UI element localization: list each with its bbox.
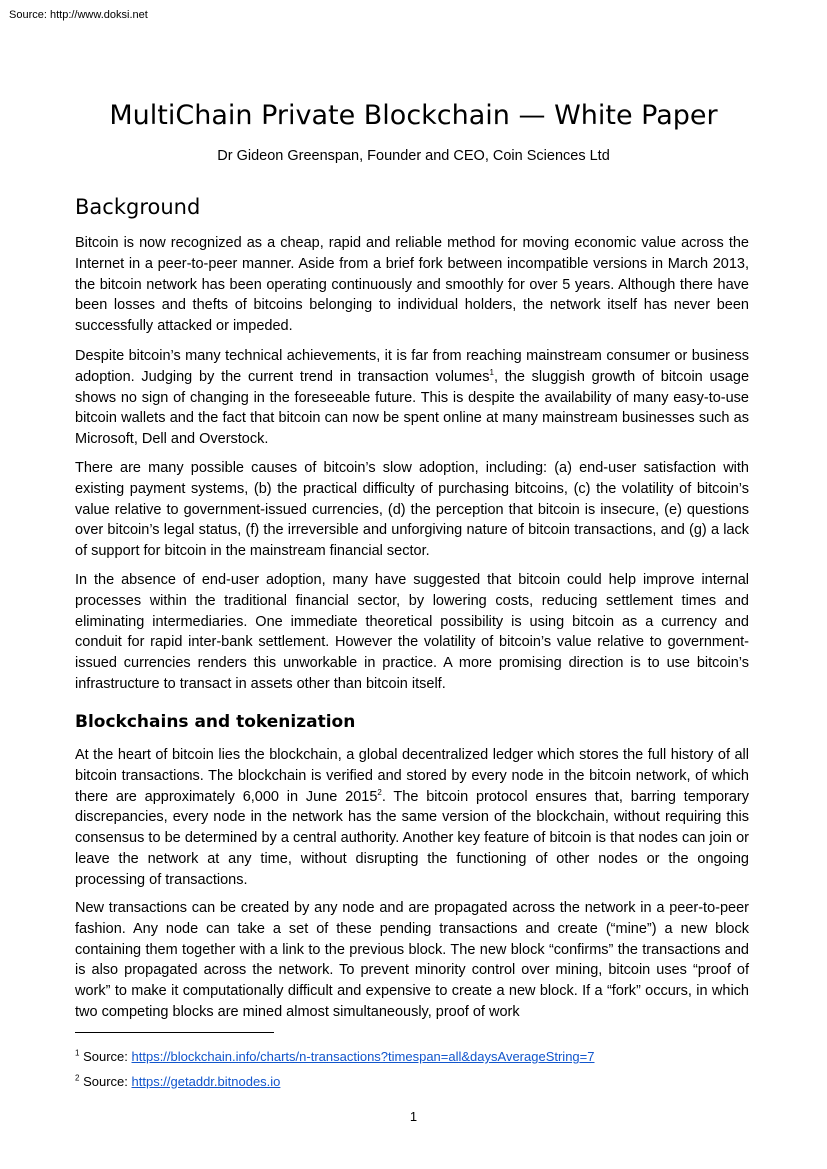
author-line: Dr Gideon Greenspan, Founder and CEO, Coin Sciences Ltd: [217, 148, 610, 164]
footnote-number: 2: [75, 1073, 80, 1083]
footnote-ref[interactable]: 1: [489, 367, 494, 377]
paragraph-text: . The bitcoin protocol ensures that, barring temporary discrepancies, every node in the network has the same version of the blockchain, without requiring this consensus to be determined by a central authority. Another key feature of bitcoin is that nodes can join or leave the network at any time, without disrupting the functioning of other nodes or the ongoing processing of transactions.: [75, 788, 749, 888]
footnote-ref[interactable]: 2: [377, 787, 382, 797]
paragraph: [75, 745, 749, 891]
footnote-label: Source:: [83, 1049, 128, 1064]
paragraph: In the absence of end-user adoption, many have suggested that bitcoin could help improve internal processes within the traditional financial sector, by lowering costs, reducing settlement times and eliminating intermediaries. One immediate theoretical possibility is using bitcoin as a currency and conduit for rapid inter-bank settlement. However the volatility of bitcoin’s value relative to government-issued currencies renders this unworkable in practice. A more promising direction is to use bitcoin’s infrastructure to transact in assets other than bitcoin itself.: [75, 572, 749, 692]
footnote-label: Source:: [83, 1074, 128, 1089]
page-title: MultiChain Private Blockchain — White Paper: [109, 100, 718, 131]
page-number: 1: [409, 1109, 418, 1124]
paragraph: New transactions can be created by any node and are propagated across the network in a peer-to-peer fashion. Any node can take a set of these pending transactions and create (“mine”) a new block containing them together with a link to the previous block. The new block “confirms” the transactions and is also propagated across the network. To prevent minority control over mining, bitcoin uses “proof of work” to make it computationally difficult and expensive to create a new block. If a “fork” occurs, in which two competing blocks are mined almost simultaneously, proof of work: [75, 900, 749, 1020]
paragraph-text: , the sluggish growth of bitcoin usage shows no sign of changing in the foreseeable future. This is despite the availability of many easy-to-use bitcoin wallets and the fact that bitcoin can now be spent online at many mainstream businesses such as Microsoft, Dell and Overstock.: [75, 368, 750, 448]
footnote-link[interactable]: https://getaddr.bitnodes.io: [131, 1074, 281, 1089]
footnote-divider: [75, 1032, 274, 1033]
section-heading-blockchains: Blockchains and tokenization: [75, 712, 356, 732]
paragraph-text: Despite bitcoin’s many technical achievements, it is far from reaching mainstream consumer or business adoption. Judging by the current trend in transaction volumes: [75, 348, 749, 385]
footnote-link[interactable]: https://blockchain.info/charts/n-transactions?timespan=all&daysAverageString=7: [131, 1049, 595, 1064]
footnote: [75, 1074, 280, 1089]
paragraph: There are many possible causes of bitcoin’s slow adoption, including: (a) end-user satisfaction with existing payment systems, (b) the practical difficulty of purchasing bitcoins, (c) the volatility of bitcoin’s value relative to government-issued currencies, (d) the perception that bitcoin is insecure, (e) questions over bitcoin’s legal status, (f) the irreversible and unforgiving nature of bitcoin transactions, and (g) a lack of support for bitcoin in the mainstream financial sector.: [75, 460, 749, 560]
paragraph-text: At the heart of bitcoin lies the blockchain, a global decentralized ledger which stores the full history of all bitcoin transactions. The blockchain is verified and stored by every node in the bitcoin network, of which there are approximately 6,000 in June 2015: [75, 747, 749, 805]
section-heading-background: Background: [75, 195, 201, 219]
footnote-number: 1: [75, 1048, 80, 1058]
paragraph: [75, 346, 749, 450]
footnote: [75, 1049, 594, 1064]
source-label: Source: http://www.doksi.net: [9, 9, 148, 21]
paragraph: Bitcoin is now recognized as a cheap, rapid and reliable method for moving economic value across the Internet in a peer-to-peer manner. Aside from a brief fork between incompatible versions in March 2013, the bitcoin network has been operating continuously and smoothly for over 5 years. Although there have been losses and thefts of bitcoins belonging to individual holders, the network itself has never been successfully attacked or impeded.: [75, 235, 749, 335]
